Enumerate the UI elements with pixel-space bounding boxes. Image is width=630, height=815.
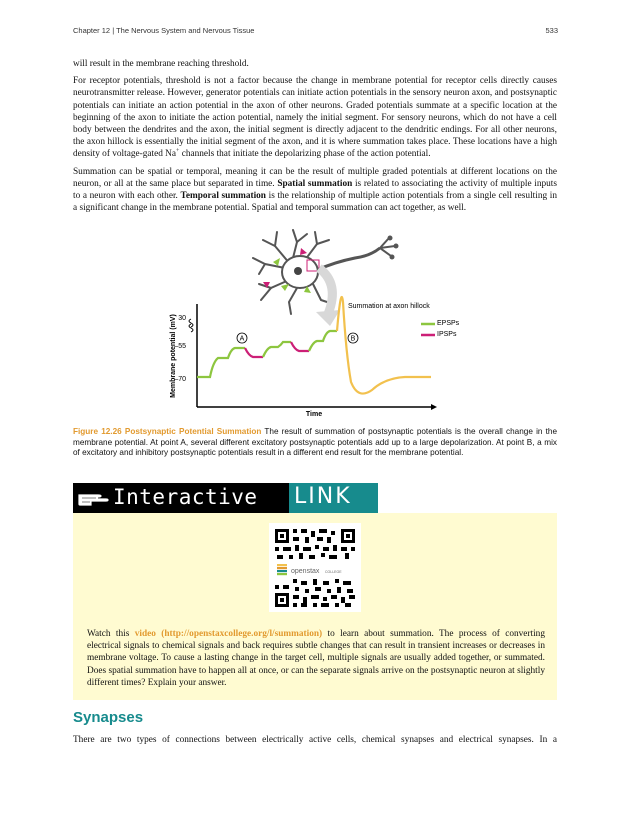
epsp-segment-3 <box>309 331 337 351</box>
paragraph-3-text-c: is related to associating the activity of multiple inputs to a neuron with each other. <box>73 178 558 202</box>
ipsp-segment-1 <box>245 348 263 357</box>
marker-b-label: B <box>350 335 356 343</box>
annotation-axon-hillock: Summation at axon hillock <box>348 303 430 310</box>
interactive-text-pre: Watch this <box>87 629 135 639</box>
tick-30: 30 <box>178 315 186 322</box>
epsp-segment-2 <box>263 342 291 357</box>
video-link[interactable]: video (http://openstaxcollege.org/l/summation) <box>134 629 323 639</box>
tick-minus70: –70 <box>174 376 186 383</box>
interactive-banner-right <box>289 483 378 513</box>
interactive-word: Interactive <box>113 485 258 509</box>
figure-caption <box>73 427 557 459</box>
x-axis-label: Time <box>305 411 323 418</box>
summation-figure <box>165 224 440 419</box>
pointing-hand-icon <box>76 488 110 508</box>
marker-a-label: A <box>239 335 245 343</box>
neuron-illustration <box>253 230 399 326</box>
action-potential-trace <box>337 297 431 394</box>
paragraph-3 <box>73 166 557 215</box>
axon <box>317 248 380 270</box>
axis-break <box>189 319 193 332</box>
epsp-segment-1 <box>197 348 245 377</box>
tick-minus55: –55 <box>174 343 186 350</box>
x-axis-arrow <box>431 404 437 410</box>
qr-code[interactable] <box>269 523 361 612</box>
sodium-superscript: + <box>176 148 180 155</box>
interactive-banner-left <box>73 483 289 513</box>
paragraph-3-text-e: is the relationship of multiple action potentials from a single cell resulting in a significant change in the membrane potential. Spatial and temporal summation can act together, as well. <box>73 191 557 214</box>
page-number: 533 <box>545 26 558 35</box>
body-text-top <box>73 58 557 219</box>
paragraph-2-end: channels that initiate the depolarizing phase of the action potential. <box>179 149 431 160</box>
paragraph-1: will result in the membrane reaching threshold. <box>73 59 249 69</box>
zoom-arrow <box>319 268 332 314</box>
link-word: LINK <box>294 484 352 509</box>
openstax-brand: openstax <box>291 568 320 575</box>
caption-text: The result of summation of postsynaptic potentials is the overall change in the membrane potential. At point A, several different excitatory postsynaptic potentials add up to a large depolarization. At point B, a mix of excitatory and inhibitory postsynaptic potentials result in a different end result for the membrane potential. <box>73 427 558 458</box>
term-temporal-summation: Temporal summation <box>180 191 266 202</box>
term-spatial-summation: Spatial summation <box>277 178 353 189</box>
paragraph-2 <box>73 75 557 160</box>
nucleus <box>294 267 302 275</box>
caption-label: Figure 12.26 Postsynaptic Potential Summation <box>73 427 262 436</box>
legend-epsp-text: EPSPs <box>437 320 460 327</box>
paragraph-3-text-a: Summation can be spatial or temporal, meaning it can be the result of multiple graded potentials at different locations on the neuron, or all at the same place but separated in time. <box>73 166 557 189</box>
openstax-brand-sub: COLLEGE <box>325 570 342 574</box>
paragraph-2-text: For receptor potentials, threshold is not a factor because the change in membrane potential for receptor cells directly causes neurotransmitter release. However, generator potentials can initiate action potentials in the sensory neuron axon, and postsynaptic potentials can initiate an action potential in the axon of other neurons. Graded potentials summate at a specific location at the beginning of the axon to initiate the action potential, namely the initial segment. For sensory neurons, which do not have a cell body between the dendrites and the axon, the initial segment is directly adjacent to the dendritic endings. For all other neurons, the axon hillock is essentially the initial segment of the axon, and it is where summation takes place. These locations have a high density of voltage-gated Na <box>73 76 557 160</box>
interactive-link-text <box>87 628 545 689</box>
interactive-link-banner <box>73 483 378 513</box>
interactive-text-post: to learn about summation. The process of converting electrical signals to chemical signals and back requires subtle changes that can result in transient increases or decreases in membrane voltage. To cause a lasting change in the target cell, multiple signals are usually added together, or summated. Does spatial summation have to happen all at once, or can the separate signals arrive on the postsynaptic neuron at slightly different times? Explain your answer. <box>87 629 545 688</box>
zoom-arrowhead <box>316 310 340 326</box>
chapter-title: Chapter 12 | The Nervous System and Nervous Tissue <box>73 26 255 35</box>
y-axis-label: Membrane potential (mV) <box>170 314 177 398</box>
legend-ipsp-text: IPSPs <box>437 331 457 338</box>
ipsp-segment-2 <box>291 342 309 351</box>
section-heading-synapses: Synapses <box>73 709 144 726</box>
synapses-paragraph: There are two types of connections between electrically active cells, chemical synapses and electrical synapses. In a <box>73 735 557 745</box>
interactive-link-box <box>73 513 557 700</box>
